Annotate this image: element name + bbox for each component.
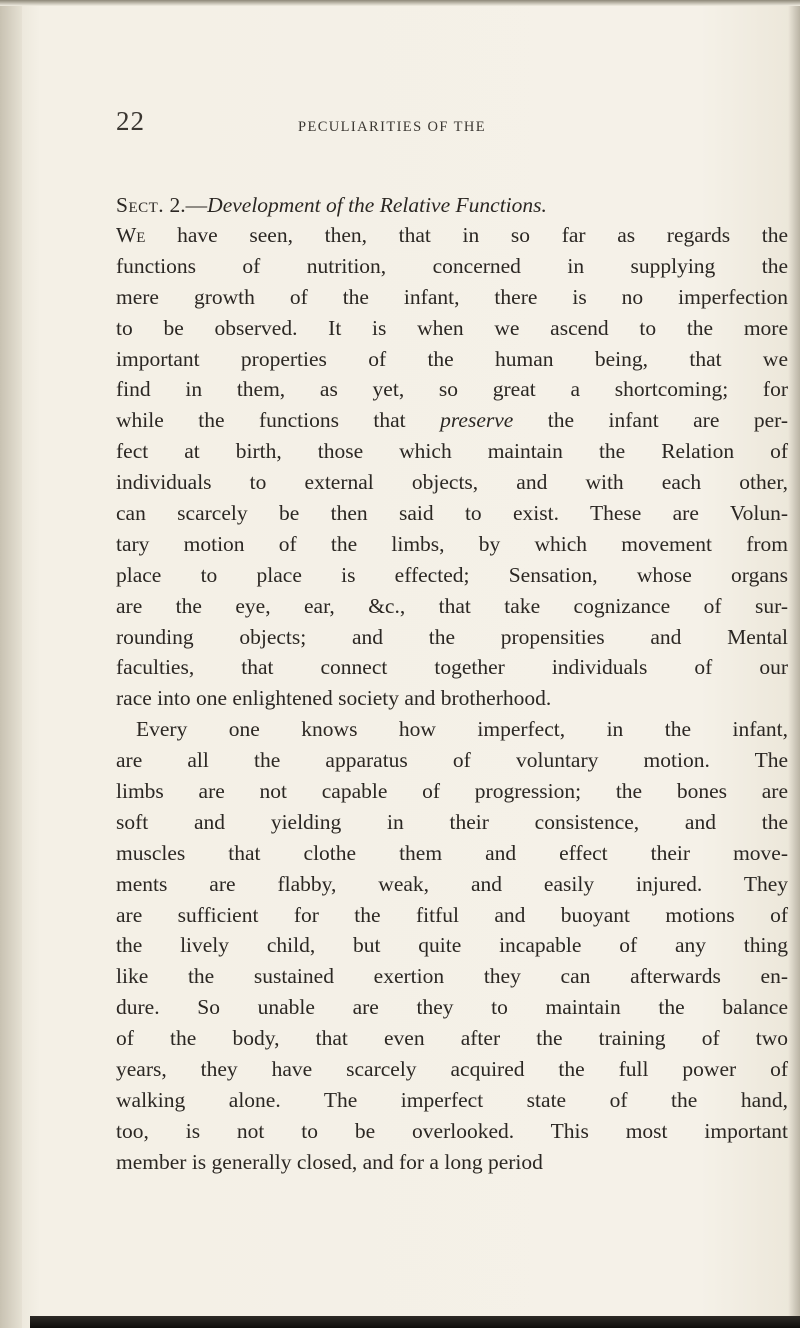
section-number: 2. [169,193,186,217]
text-segment: to be observed. It is when we ascend to the more [116,315,788,340]
text-segment: race into one enlightened society and brotherhood. [116,686,552,711]
text-line [116,560,788,591]
page-gutter [0,0,22,1328]
page-bottom-edge [30,1316,800,1328]
text-segment: find in them, as yet, so great a shortcoming; for [116,377,788,402]
text-line [116,220,788,251]
text-segment: years, they have scarcely acquired the full power of [116,1057,788,1082]
text-segment: ments are flabby, weak, and easily injured. They [116,871,788,896]
section-heading: Sect. 2.—Development of the Relative Functions. [116,193,547,217]
text-line [116,776,788,807]
text-segment: are sufficient for the fitful and buoyant motions of [116,902,788,927]
text-line [116,1147,788,1178]
text-segment: rounding objects; and the propensities and Mental [116,624,788,649]
text-line [116,838,788,869]
text-line [116,405,788,436]
text-segment: fect at birth, those which maintain the Relation of [116,439,788,464]
text-line [116,745,788,776]
section-label: Sect. [116,193,165,217]
text-segment: important properties of the human being, that we [116,346,788,371]
text-line [116,1116,788,1147]
text-segment: functions of nutrition, concerned in supplying the [116,253,788,278]
text-segment: walking alone. The imperfect state of the hand, [116,1087,788,1112]
section-title: Development of the Relative Functions. [207,193,547,217]
text-line [116,714,788,745]
text-line [116,1023,788,1054]
text-line [116,683,788,714]
text-line [116,622,788,653]
text-segment: member is generally closed, and for a long period [116,1149,543,1174]
text-line [116,436,788,467]
text-line [116,992,788,1023]
text-line [116,529,788,560]
text-line [116,900,788,931]
text-line [116,251,788,282]
page-number: 22 [116,106,145,136]
text-segment: like the sustained exertion they can afterwards en- [116,964,788,989]
text-line [116,869,788,900]
text-segment: tary motion of the limbs, by which movement from [116,531,788,556]
text-segment: Every one knows how imperfect, in the infant, [136,717,788,742]
text-line [116,652,788,683]
text-segment: while the functions that [116,408,441,433]
text-segment: have seen, then, that in so far as regards the [145,223,788,247]
text-line [116,930,788,961]
text-segment: place to place is effected; Sensation, whose organs [116,562,788,587]
text-segment: the lively child, but quite incapable of any thing [116,933,788,958]
text-segment: muscles that clothe them and effect their move- [116,840,788,865]
text-line [116,344,788,375]
text-line [116,282,788,313]
text-line [116,961,788,992]
text-segment: dure. So unable are they to maintain the balance [116,995,788,1020]
running-head: PECULIARITIES OF THE [298,119,487,135]
page-top-edge [0,0,800,6]
text-segment: preserve [440,408,514,433]
text-line [116,807,788,838]
text-segment: too, is not to be overlooked. This most important [116,1118,788,1143]
text-line [116,313,788,344]
text-line [116,374,788,405]
text-segment: the infant are per- [513,408,788,433]
text-segment: soft and yielding in their consistence, and the [116,809,788,834]
text-line [116,1054,788,1085]
text-line [116,591,788,622]
text-segment: We [116,223,146,247]
text-segment: faculties, that connect together individuals of our [116,655,788,680]
text-segment: individuals to external objects, and with each other, [116,470,788,495]
text-line [116,467,788,498]
text-segment: limbs are not capable of progression; the bones are [116,779,788,804]
page-fore-edge [788,0,800,1328]
text-line [116,498,788,529]
text-line [116,1085,788,1116]
text-segment: mere growth of the infant, there is no imperfection [116,284,788,309]
text-segment: are the eye, ear, &c., that take cognizance of sur- [116,593,788,618]
body-text [116,220,788,1178]
text-segment: of the body, that even after the training of two [116,1026,788,1051]
text-segment: can scarcely be then said to exist. These are Volun- [116,501,788,526]
text-segment: are all the apparatus of voluntary motion. The [116,748,788,773]
